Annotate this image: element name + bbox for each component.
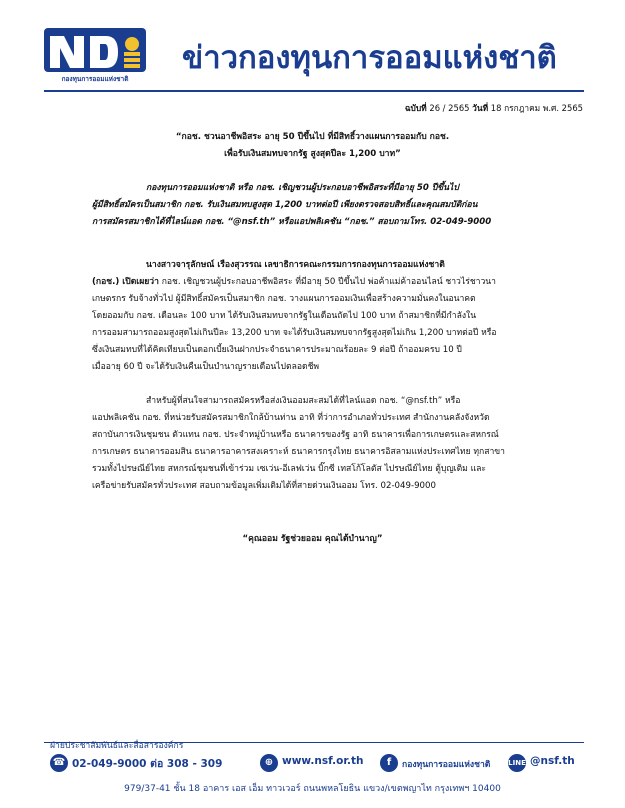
body1-line-3: เกษตรกร รับจ้างทั่วไป ผู้มีสิทธิ์สมัครเป็นสมาชิก กอช. วางแผนการออมเงินเพื่อสร้างความมั่นคงในอนาคต	[92, 294, 476, 304]
body2-line-5: รวมทั้งไปรษณีย์ไทย สหกรณ์ชุมชนที่เข้าร่วม เซเว่น-อีเลฟเว่น บิ๊กซี เทสโก้โลตัส ไปรษณีย์ไทย ตู้บุญเติม และ	[92, 464, 487, 474]
footer-address: 979/37-41 ชั้น 18 อาคาร เอส เอ็ม ทาวเวอร์ ถนนพหลโยธิน แขวง/เขตพญาไท กรุงเทพฯ 10400	[124, 784, 501, 794]
body1-line-6: ซึ่งเงินสมทบที่ได้คิดเทียบเป็นดอกเบี้ยเงินฝากประจำธนาคารประมาณร้อยละ 9 ต่อปี ถ้าออมครบ 10 ปี	[92, 345, 462, 355]
logo-subtitle: กองทุนการออมแห่งชาติ	[61, 75, 129, 83]
body2-line-2: แอปพลิเคชัน กอช. ที่หน่วยรับสมัครสมาชิกใกล้บ้านท่าน อาทิ ที่ว่าการอำเภอทั่วประเทศ สำนักงานคลังจังหวัด	[92, 413, 490, 423]
body1-line-7: เมื่ออายุ 60 ปี จะได้รับเงินคืนเป็นบำนาญรายเดือนไปตลอดชีพ	[92, 362, 320, 372]
body2-line-1: สำหรับผู้ที่สนใจสามารถสมัครหรือส่งเงินออมสะสมได้ที่ไลน์แอด กอช. “@nsf.th” หรือ	[146, 396, 461, 406]
body2-line-3: สถาบันการเงินชุมชน ตัวแทน กอช. ประจำหมู่บ้านหรือ ธนาคารของรัฐ อาทิ ธนาคารเพื่อการเกษตรและสหกรณ์	[92, 430, 499, 440]
footer-line-id[interactable]: @nsf.th	[530, 755, 575, 767]
headline-line-2: เพื่อรับเงินสมทบจากรัฐ สูงสุดปีละ 1,200 บาท”	[224, 149, 401, 159]
issue-date: 18 กรกฎาคม พ.ศ. 2565	[490, 103, 583, 113]
lead-line-1: กองทุนการออมแห่งชาติ หรือ กอช. เชิญชวนผู้ประกอบอาชีพอิสระที่มีอายุ 50 ปีขึ้นไป	[146, 183, 459, 193]
footer-phone: 02-049-9000 ต่อ 308 - 309	[72, 758, 223, 770]
footer-contacts	[50, 754, 590, 776]
body2-line-6: เครือข่ายรับสมัครทั่วประเทศ สอบถามข้อมูลเพิ่มเติมได้ที่สายด่วนเงินออม โทร. 02-049-9000	[92, 481, 436, 491]
headline-line-1: “กอช. ชวนอาชีพอิสระ อายุ 50 ปีขึ้นไป ที่มีสิทธิ์วางแผนการออมกับ กอช.	[175, 132, 450, 142]
header-divider	[44, 90, 584, 92]
facebook-icon: f	[380, 754, 398, 772]
slogan: “คุณออม รัฐช่วยออม คุณได้บำนาญ”	[242, 534, 383, 544]
footer-facebook[interactable]: กองทุนการออมแห่งชาติ	[402, 760, 491, 770]
footer-website[interactable]: www.nsf.or.th	[282, 755, 364, 767]
footer-department: ฝ่ายประชาสัมพันธ์และสื่อสารองค์กร	[50, 741, 184, 751]
body1-line-5: การออมสามารถออมสูงสุดไม่เกินปีละ 13,200 บาท จะได้รับเงินสมทบจากรัฐสูงสุดไม่เกิน 1,200 บาทต่อปี หรือ	[92, 328, 497, 338]
issue-date-label: วันที่	[472, 103, 489, 113]
line-icon: LINE	[508, 754, 526, 772]
issue-number-label: ฉบับที่	[404, 103, 427, 113]
globe-icon: ⊕	[260, 754, 278, 772]
issue-info	[405, 101, 583, 115]
body1-line-1: นางสาวจารุลักษณ์ เรืองสุวรรณ เลขาธิการคณะกรรมการกองทุนการออมแห่งชาติ	[146, 260, 445, 270]
body2-line-4: การเกษตร ธนาคารออมสิน ธนาคารอาคารสงเคราะห์ ธนาคารกรุงไทย ธนาคารอิสลามแห่งประเทศไทย ทุกสาขา	[92, 447, 505, 457]
body1-line-2-rest: กอช. เชิญชวนผู้ประกอบอาชีพอิสระ ที่มีอายุ 50 ปีขึ้นไป พ่อค้าแม่ค้าออนไลน์ ชาวไร่ชาวนา	[161, 277, 497, 287]
page-title: ข่าวกองทุนการออมแห่งชาติ	[182, 40, 557, 76]
lead-line-2: ผู้มีสิทธิ์สมัครเป็นสมาชิก กอช. รับเงินสมทบสูงสุด 1,200 บาทต่อปี เพียงตรวจสอบสิทธิ์และคุณสมบัติก่อน	[92, 200, 478, 210]
body1-line-4: โดยออมกับ กอช. เดือนละ 100 บาท ได้รับเงินสมทบจากรัฐในเดือนถัดไป 100 บาท ถ้าสมาชิกที่มีกำลังใน	[92, 311, 477, 321]
issue-number: 26 / 2565	[429, 103, 470, 113]
body1-line-2-bold: (กอช.) เปิดเผยว่า	[92, 277, 159, 287]
lead-line-3: การสมัครสมาชิกได้ที่ไลน์แอด กอช. “@nsf.th” หรือแอปพลิเคชัน “กอช.” สอบถามโทร. 02-049-9000	[92, 217, 492, 227]
body1-line-2	[92, 274, 496, 291]
document-header	[44, 28, 584, 88]
phone-icon: ☎	[50, 754, 68, 772]
